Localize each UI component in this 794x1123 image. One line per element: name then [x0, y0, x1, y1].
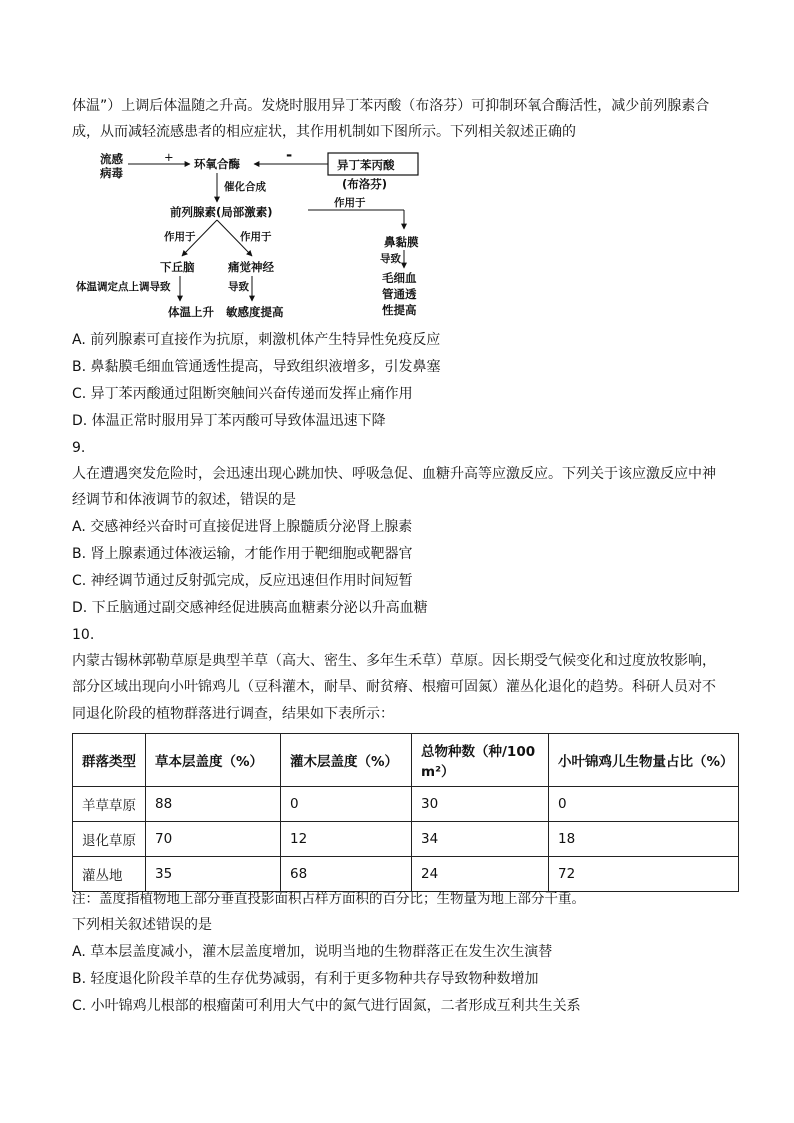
pain-nerve-label: 痛觉神经	[228, 260, 274, 274]
cox-label: 环氧合酶	[194, 157, 240, 171]
table-cell: 34	[412, 822, 549, 857]
minus-sign: -	[286, 146, 293, 164]
table-header-cell: 总物种数（种/100 m²）	[412, 734, 549, 787]
sensitivity-label: 敏感度提高	[226, 305, 284, 319]
q10-option-a: A. 草本层盖度减小，灌木层盖度增加，说明当地的生物群落正在发生次生演替	[72, 944, 553, 960]
q10-prompt: 下列相关叙述错误的是	[72, 917, 212, 933]
table-header-row	[73, 734, 739, 787]
prostaglandin-label: 前列腺素(局部激素)	[170, 205, 273, 219]
set-point-label: 体温调定点上调导致	[76, 281, 171, 293]
q10-stem-line-3: 同退化阶段的植物群落进行调查，结果如下表所示：	[72, 706, 394, 722]
table-row	[73, 787, 739, 822]
capillary-label-3: 性提高	[382, 303, 417, 317]
q8-option-d: D. 体温正常时服用异丁苯丙酸可导致体温迅速下降	[72, 413, 386, 429]
intro-line-2: 成，从而减轻流感患者的相应症状，其作用机制如下图所示。下列相关叙述正确的	[72, 124, 576, 140]
table-header-cell: 小叶锦鸡儿生物量占比（%）	[549, 734, 739, 787]
table-row	[73, 822, 739, 857]
flu-virus-label-1: 流感	[100, 152, 123, 166]
table-cell: 退化草原	[73, 822, 146, 857]
table-cell: 72	[549, 857, 739, 892]
q9-number: 9.	[72, 440, 86, 456]
table-cell: 灌丛地	[73, 857, 146, 892]
community-survey-table	[72, 733, 739, 892]
q10-option-c: C. 小叶锦鸡儿根部的根瘤菌可利用大气中的氮气进行固氮，二者形成互利共生关系	[72, 998, 581, 1014]
temp-rise-label: 体温上升	[168, 305, 214, 319]
q10-number: 10.	[72, 627, 95, 643]
table-header-cell: 灌木层盖度（%）	[281, 734, 412, 787]
nasal-mucosa-label: 鼻黏膜	[384, 235, 419, 249]
table-header-cell: 群落类型	[73, 734, 146, 787]
capillary-label-2: 管通透	[382, 287, 417, 301]
mechanism-diagram	[72, 146, 472, 326]
table-header-cell: 草本层盖度（%）	[146, 734, 281, 787]
q9-option-a: A. 交感神经兴奋时可直接促进肾上腺髓质分泌肾上腺素	[72, 519, 413, 535]
q8-option-c: C. 异丁苯丙酸通过阻断突触间兴奋传递而发挥止痛作用	[72, 386, 413, 402]
table-cell: 0	[281, 787, 412, 822]
q10-option-b: B. 轻度退化阶段羊草的生存优势减弱，有利于更多物种共存导致物种数增加	[72, 971, 539, 987]
table-cell: 88	[146, 787, 281, 822]
table-cell: 0	[549, 787, 739, 822]
table-cell: 24	[412, 857, 549, 892]
q9-option-d: D. 下丘脑通过副交感神经促进胰高血糖素分泌以升高血糖	[72, 600, 428, 616]
q9-option-c: C. 神经调节通过反射弧完成，反应迅速但作用时间短暂	[72, 573, 413, 589]
flu-virus-label-2: 病毒	[100, 166, 123, 180]
acts-on-pain-nerve-label: 作用于	[240, 231, 272, 243]
intro-line-1: 体温”）上调后体温随之升高。发烧时服用异丁苯丙酸（布洛芬）可抑制环氧合酶活性，减少前列腺素合	[72, 98, 710, 114]
hypothalamus-label: 下丘脑	[160, 260, 195, 274]
table-cell: 70	[146, 822, 281, 857]
drug-label: 异丁苯丙酸	[337, 158, 395, 172]
catalysis-label: 催化合成	[224, 181, 266, 193]
table-cell: 12	[281, 822, 412, 857]
acts-on-hypothalamus-label: 作用于	[164, 231, 196, 243]
nasal-leads-to-label: 导致	[380, 253, 401, 265]
q9-option-b: B. 肾上腺素通过体液运输，才能作用于靶细胞或靶器官	[72, 546, 413, 562]
table-cell: 68	[281, 857, 412, 892]
drug-alias-label: (布洛芬)	[342, 177, 388, 191]
pain-leads-to-label: 导致	[228, 281, 249, 293]
acts-on-nasal-label: 作用于	[334, 197, 366, 209]
q10-stem-line-2: 部分区域出现向小叶锦鸡儿（豆科灌木，耐旱、耐贫瘠、根瘤可固氮）灌丛化退化的趋势。科研人员对不	[72, 679, 716, 695]
q9-stem-line-2: 经调节和体液调节的叙述，错误的是	[72, 492, 296, 508]
table-cell: 羊草草原	[73, 787, 146, 822]
table-row	[73, 857, 739, 892]
table-cell: 30	[412, 787, 549, 822]
table-cell: 18	[549, 822, 739, 857]
q8-option-b: B. 鼻黏膜毛细血管通透性提高，导致组织液增多，引发鼻塞	[72, 359, 441, 375]
table-note: 注：盖度指植物地上部分垂直投影面积占样方面积的百分比；生物量为地上部分干重。	[72, 891, 585, 907]
plus-sign: +	[164, 150, 174, 164]
table-cell: 35	[146, 857, 281, 892]
capillary-label-1: 毛细血	[382, 271, 417, 285]
q8-option-a: A. 前列腺素可直接作为抗原，刺激机体产生特异性免疫反应	[72, 332, 441, 348]
q10-stem-line-1: 内蒙古锡林郭勒草原是典型羊草（高大、密生、多年生禾草）草原。因长期受气候变化和过度放牧影响，	[72, 653, 716, 669]
q9-stem-line-1: 人在遭遇突发危险时，会迅速出现心跳加快、呼吸急促、血糖升高等应激反应。下列关于该应激反应中神	[72, 466, 716, 482]
